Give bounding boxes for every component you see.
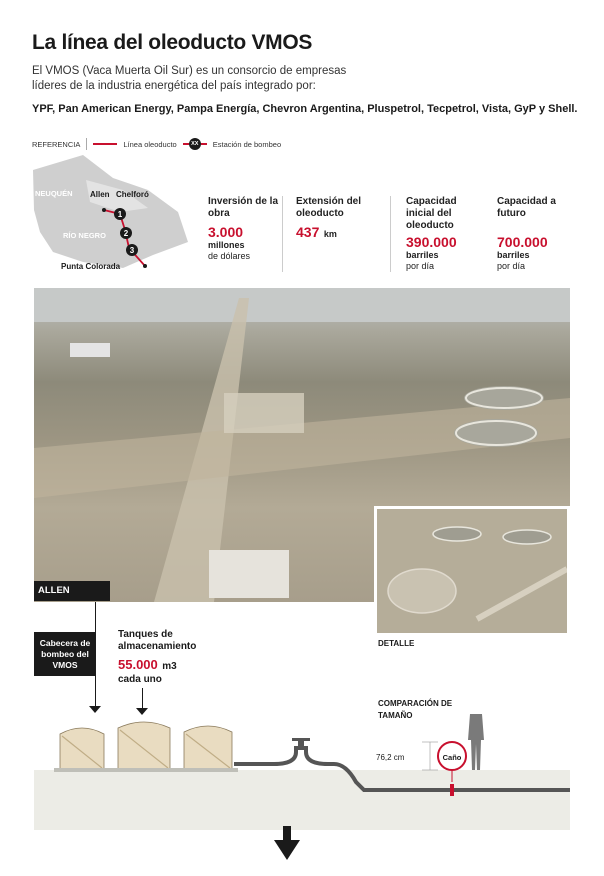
storage-tank-3 [184,726,232,770]
pipe-size-label: 76,2 cm [376,753,405,762]
location-label: ALLEN [34,581,110,601]
station-marker-3 [126,244,138,256]
svg-text:2: 2 [123,229,129,238]
storage-tank-1 [60,728,104,770]
detail-photo [374,506,570,636]
consortium-members: YPF, Pan American Energy, Pampa Energía, Chevron Argentina, Pluspetrol, Tecpetrol, Vista, GyP y Shell. [32,103,578,115]
stat-future-capacity: Capacidad a futuro 700.000 barriles por día [497,196,577,272]
tanks-each: cada uno [118,674,162,685]
pipeline-line-icon [93,143,117,145]
place-allen: Allen [90,190,110,199]
stat-investment: Inversión de la obra 3.000 millones de dólares [208,196,279,261]
pipeline-legend-label: Línea oleoducto [123,139,177,149]
reference-label: REFERENCIA [32,139,81,149]
svg-text:3: 3 [129,246,135,255]
svg-text:1: 1 [117,210,123,219]
route-map [28,150,198,275]
pumping-header-box: Cabecera de bombeo del VMOS [34,632,96,676]
tanks-capacity: 55.000 m3 [118,657,177,672]
place-punta-colorada: Punta Colorada [61,262,121,271]
valve-icon [298,740,304,748]
stat-length: Extensión del oleoducto 437 km [296,196,362,240]
stat-initial-capacity: Capacidad inicial del oleoducto 390.000 barriles por día [406,196,486,272]
province-rio-negro: RÍO NEGRO [63,231,106,240]
pipeline-diagram [34,712,570,830]
detail-label: DETALLE [378,639,415,648]
place-chelforo: Chelforó [116,190,149,199]
stat-length-value: 437 [296,224,320,240]
pump-station-icon: XX [183,138,207,150]
continue-arrow-icon [274,826,300,862]
station-marker-2 [120,227,132,239]
intro-text: El VMOS (Vaca Muerta Oil Sur) es un consorcio de empresas líderes de la industria energética del país integrado por: [32,65,347,92]
pump-station-legend-label: Estación de bombeo [212,139,282,149]
stat-investment-value: 3.000 [208,224,244,240]
stat-initial-capacity-value: 390.000 [406,234,457,250]
station-marker-1 [114,208,126,220]
tanks-label: Tanques de almacenamiento [118,629,197,652]
stat-future-capacity-value: 700.000 [497,234,548,250]
human-silhouette-icon [468,712,484,770]
reference-legend [32,138,281,150]
page-title: La línea del oleoducto VMOS [32,31,313,54]
province-neuquen: NEUQUÉN [35,189,73,198]
storage-tank-2 [118,722,170,770]
pipe-label: Caño [442,753,462,762]
size-comparison-label: COMPARACIÓN DE TAMAÑO [378,699,453,720]
